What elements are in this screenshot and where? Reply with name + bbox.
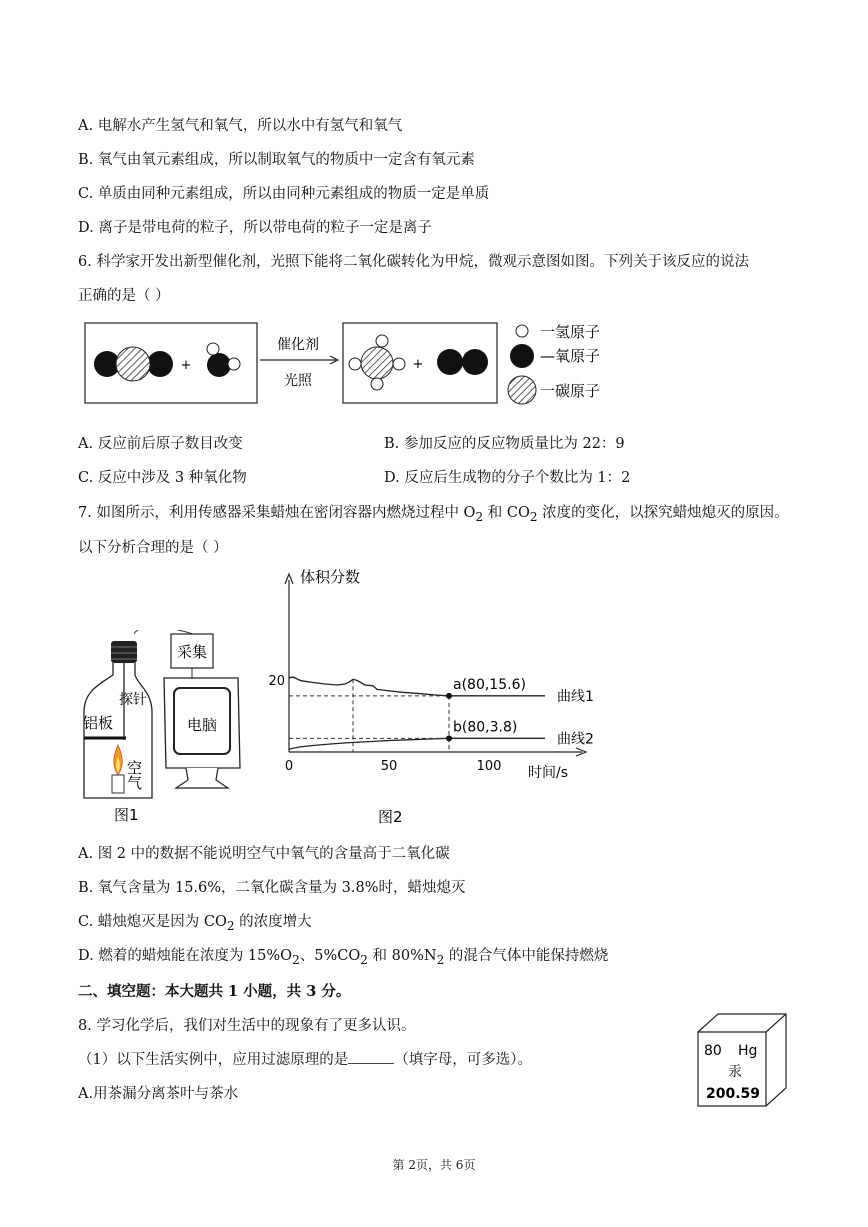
- q6-reaction-diagram: [80, 318, 640, 410]
- q8-stem: 8. 学习化学后，我们对生活中的现象有了更多认识。: [78, 1018, 416, 1034]
- candle: [112, 775, 124, 793]
- q7-option-c-sub: 2: [226, 918, 235, 933]
- plus-sign-2: +: [412, 357, 424, 372]
- h2o-molecule: [207, 343, 240, 377]
- q7-option-b: B. 氧气含量为 15.6%，二氧化碳含量为 3.8%时，蜡烛熄灭: [78, 880, 466, 896]
- legend-carbon: [508, 376, 600, 404]
- q6-option-b: B. 参加反应的反应物质量比为 22：9: [384, 436, 625, 452]
- q7-option-a: A. 图 2 中的数据不能说明空气中氧气的含量高于二氧化碳: [78, 846, 450, 862]
- q7-figure1-apparatus: [78, 630, 258, 830]
- q7-stem-line2: 以下分析合理的是（ ）: [78, 540, 228, 556]
- air-label: 空气: [125, 760, 143, 790]
- q6-option-c: C. 反应中涉及 3 种氧化物: [78, 470, 247, 486]
- catalyst-label: 催化剂: [277, 337, 319, 353]
- series-line-2: [289, 738, 545, 749]
- legend-hydrogen: [516, 323, 600, 341]
- q7-stem-part2: 和 CO: [483, 505, 530, 521]
- q6-option-a: A. 反应前后原子数目改变: [78, 436, 243, 452]
- q8-sub1: [78, 1048, 532, 1069]
- q7-option-d-sub2: 2: [360, 952, 368, 967]
- legend-carbon-label: 一碳原子: [540, 382, 601, 400]
- q7-option-c-part1: C. 蜡烛熄灭是因为 CO: [78, 914, 227, 930]
- figure1-caption: 图1: [114, 806, 139, 824]
- light-label: 光照: [284, 373, 312, 389]
- series-label-1: 曲线1: [557, 688, 594, 705]
- q6-stem-line2: 正确的是（ ）: [78, 288, 170, 304]
- annotation-label-2: b(80,3.8): [453, 719, 518, 736]
- q6-option-d: D. 反应后生成物的分子个数比为 1：2: [384, 470, 631, 486]
- annotation-label-1: a(80,15.6): [453, 676, 526, 693]
- q7-option-d-part2: 、5%CO: [299, 948, 361, 964]
- q8-option-a: A.用茶漏分离茶叶与茶水: [78, 1086, 239, 1102]
- element-name: 汞: [728, 1064, 742, 1080]
- q8-answer-blank[interactable]: [348, 1051, 394, 1064]
- ch4-molecule: [349, 335, 405, 390]
- q7-option-c-part2: 的浓度增大: [234, 914, 312, 930]
- x-axis-label: 时间/s: [528, 765, 569, 781]
- series-label-2: 曲线2: [557, 731, 594, 748]
- q7-stem-part3: 浓度的变化，以探究蜡烛熄灭的原因。: [537, 505, 789, 521]
- q7-option-d-part4: 的混合气体中能保持燃烧: [444, 948, 609, 964]
- co2-molecule: [94, 347, 173, 381]
- annotation-point-2: [446, 735, 452, 741]
- figure2-caption: 图2: [378, 808, 403, 826]
- q7-option-c: [78, 910, 312, 933]
- x-tick-label-50: 50: [380, 759, 398, 774]
- y-tick-label-20: 20: [268, 674, 285, 689]
- annotation-point-1: [446, 693, 452, 699]
- q7-option-d-sub1: 2: [292, 952, 300, 967]
- q7-stem-sub2: 2: [529, 509, 538, 524]
- x-tick-label-0: 0: [284, 759, 294, 774]
- y-axis-label: 体积分数: [300, 568, 361, 586]
- element-atomic-number: 80: [704, 1043, 722, 1059]
- q6-stem-line1: 6. 科学家开发出新型催化剂，光照下能将二氧化碳转化为甲烷，微观示意图如图。下列关于该反应的说法: [78, 254, 749, 270]
- bottle-cap: [111, 641, 137, 663]
- o2-molecule: [437, 349, 488, 375]
- q5-option-d: D. 离子是带电荷的粒子，所以带电荷的粒子一定是离子: [78, 220, 432, 236]
- x-tick-label-100: 100: [476, 759, 502, 774]
- computer-label: 电脑: [186, 716, 218, 734]
- q5-option-a: A. 电解水产生氢气和氧气，所以水中有氢气和氧气: [78, 118, 403, 134]
- q8-sub1-part1: （1）以下生活实例中，应用过滤原理的是: [78, 1052, 349, 1068]
- computer-stand: [176, 768, 228, 788]
- page-footer: 第 2页，共 6页: [392, 1158, 476, 1172]
- q7-figure2-chart: [260, 562, 610, 826]
- plus-sign-1: +: [180, 358, 192, 373]
- legend-oxygen-label: —氧原子: [540, 347, 601, 365]
- q7-stem-line1: [78, 501, 789, 524]
- q7-stem-part1: 7. 如图所示，利用传感器采集蜡烛在密闭容器内燃烧过程中 O: [78, 505, 476, 521]
- element-mass: 200.59: [706, 1086, 761, 1102]
- q7-option-d-sub3: 2: [436, 952, 445, 967]
- collector-label: 采集: [176, 643, 208, 661]
- aluminum-label: 铝板: [83, 714, 114, 732]
- q5-option-b: B. 氧气由氧元素组成，所以制取氧气的物质中一定含有氧元素: [78, 152, 475, 168]
- q8-sub1-part2: （填字母，可多选）。: [394, 1052, 532, 1068]
- q7-option-d-part1: D. 燃着的蜡烛能在浓度为 15%O: [78, 948, 293, 964]
- legend-oxygen: [510, 344, 600, 368]
- element-symbol: Hg: [738, 1043, 758, 1059]
- q7-option-d: [78, 944, 608, 967]
- section2-title: 二、填空题：本大题共 1 小题，共 3 分。: [78, 983, 351, 1000]
- q7-stem-sub1: 2: [475, 509, 484, 524]
- legend-hydrogen-label: 一氢原子: [540, 323, 601, 341]
- probe-label: 探针: [119, 692, 147, 708]
- q7-option-d-part3: 和 80%N: [367, 948, 437, 964]
- q5-option-c: C. 单质由同种元素组成，所以由同种元素组成的物质一定是单质: [78, 186, 490, 202]
- mercury-element-box: [694, 1010, 790, 1110]
